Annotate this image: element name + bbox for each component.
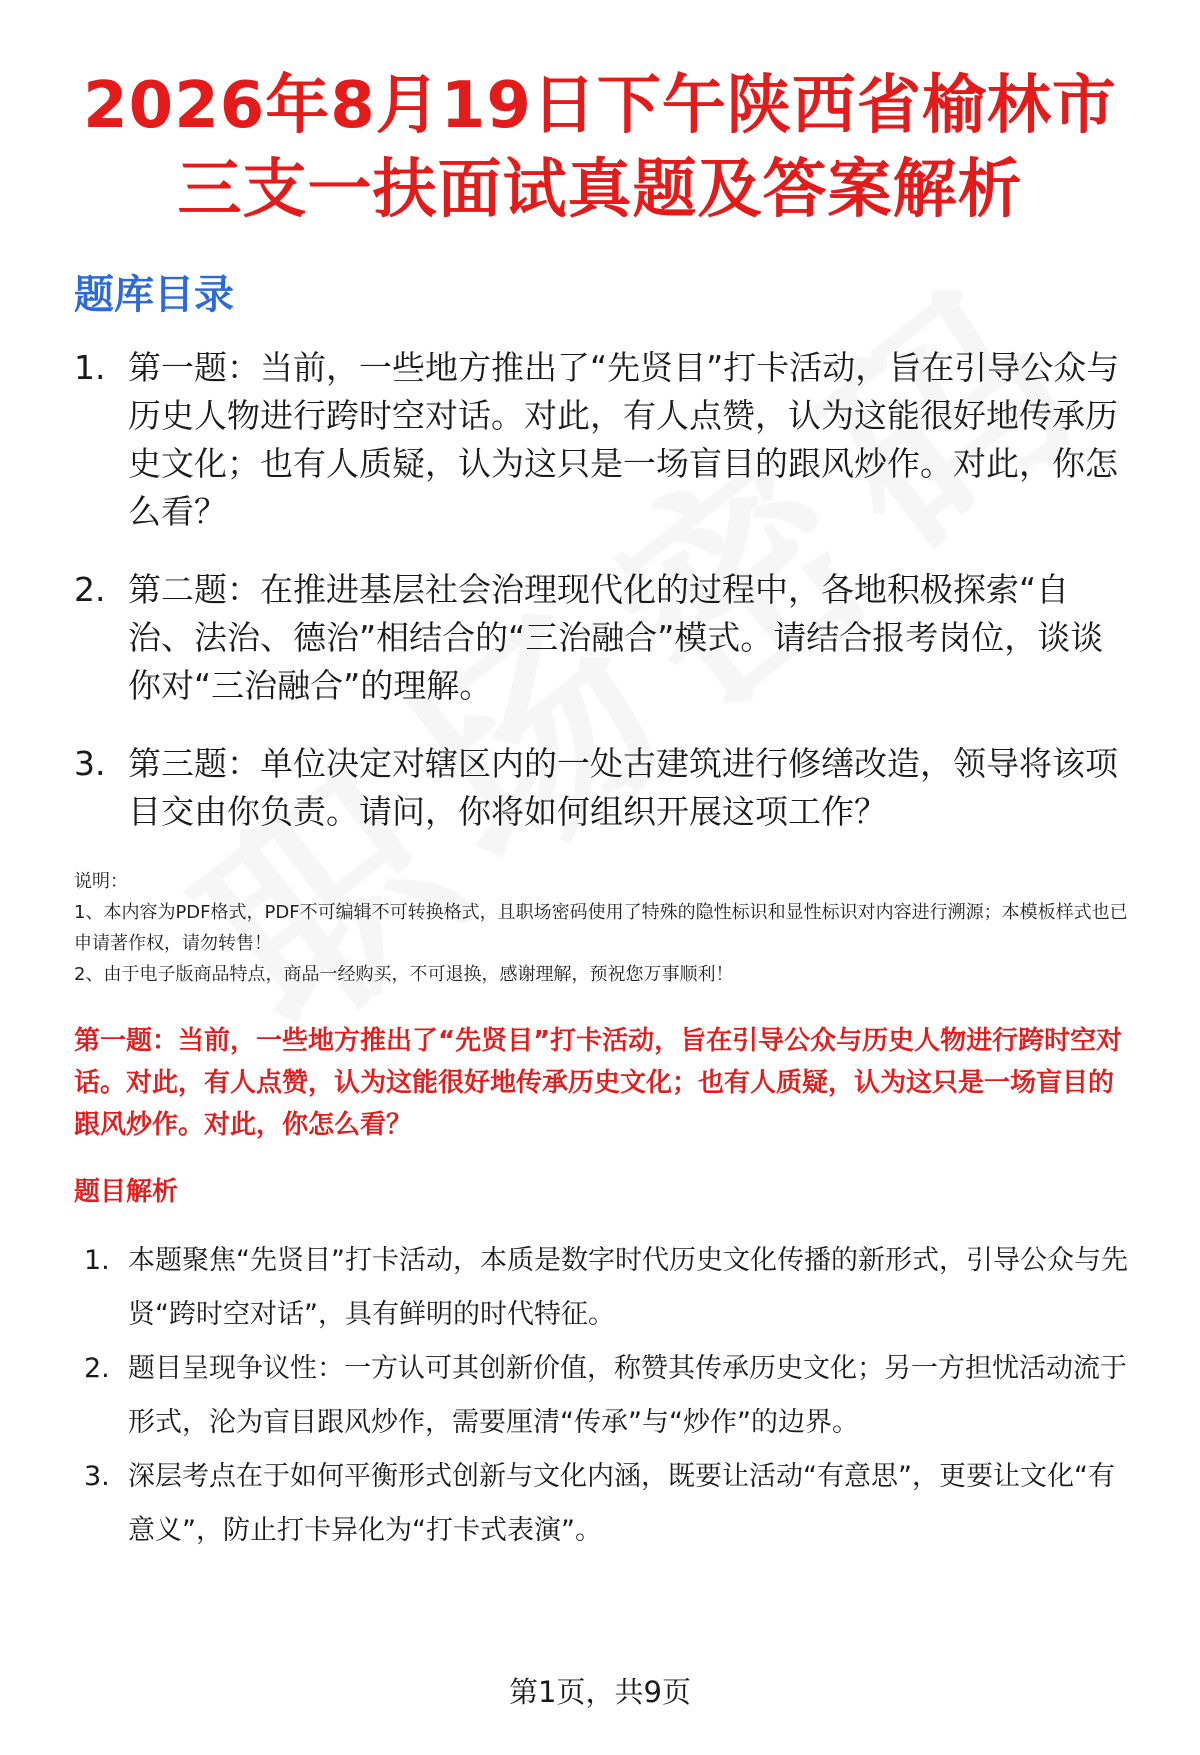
analysis-item-number: 3. bbox=[84, 1461, 110, 1492]
title-line-2: 三支一扶面试真题及答案解析 bbox=[177, 153, 1023, 227]
toc-item-number: 1. bbox=[74, 348, 106, 387]
toc-item-text: 第二题：在推进基层社会治理现代化的过程中，各地积极探索“自治、法治、德治”相结合的“三治融合”模式。请结合报考岗位，谈谈你对“三治融合”的理解。 bbox=[128, 570, 1104, 705]
toc-item[interactable] bbox=[70, 344, 1130, 536]
analysis-list bbox=[70, 1234, 1130, 1558]
analysis-item-text: 本题聚焦“先贤目”打卡活动，本质是数字时代历史文化传播的新形式，引导公众与先贤“跨时空对话”，具有鲜明的时代特征。 bbox=[128, 1245, 1128, 1330]
toc-list bbox=[70, 344, 1130, 836]
analysis-item bbox=[70, 1450, 1130, 1558]
toc-item[interactable] bbox=[70, 740, 1130, 836]
toc-heading: 题库目录 bbox=[74, 272, 234, 318]
notes-label: 说明： bbox=[74, 871, 128, 892]
notes-line-2: 2、由于电子版商品特点，商品一经购买，不可退换，感谢理解，预祝您万事顺利！ bbox=[74, 964, 734, 985]
toc-item-number: 2. bbox=[74, 570, 106, 609]
toc-item-number: 3. bbox=[74, 744, 106, 783]
page-title bbox=[70, 0, 1130, 232]
analysis-item-text: 题目呈现争议性：一方认可其创新价值，称赞其传承历史文化；另一方担忧活动流于形式，沦为盲目跟风炒作，需要厘清“传承”与“炒作”的边界。 bbox=[128, 1353, 1127, 1438]
toc-item-text: 第一题：当前，一些地方推出了“先贤目”打卡活动，旨在引导公众与历史人物进行跨时空对话。对此，有人点赞，认为这能很好地传承历史文化；也有人质疑，认为这只是一场盲目的跟风炒作。对此，你怎么看？ bbox=[128, 348, 1120, 531]
analysis-heading: 题目解析 bbox=[74, 1177, 179, 1207]
notes-line-1: 1、本内容为PDF格式，PDF不可编辑不可转换格式，且职场密码使用了特殊的隐性标识和显性标识对内容进行溯源；本模板样式也已申请著作权，请勿转售！ bbox=[74, 902, 1128, 954]
analysis-item bbox=[70, 1342, 1130, 1450]
notes bbox=[70, 866, 1130, 990]
question-1-heading: 第一题：当前，一些地方推出了“先贤目”打卡活动，旨在引导公众与历史人物进行跨时空对话。对此，有人点赞，认为这能很好地传承历史文化；也有人质疑，认为这只是一场盲目的跟风炒作。对此，你怎么看？ bbox=[74, 1026, 1123, 1140]
analysis-item-text: 深层考点在于如何平衡形式创新与文化内涵，既要让活动“有意思”，更要让文化“有意义”，防止打卡异化为“打卡式表演”。 bbox=[128, 1461, 1115, 1546]
analysis-item-number: 1. bbox=[84, 1245, 110, 1276]
toc-item-text: 第三题：单位决定对辖区内的一处古建筑进行修缮改造，领导将该项目交由你负责。请问，你将如何组织开展这项工作？ bbox=[128, 744, 1118, 831]
analysis-item-number: 2. bbox=[84, 1353, 110, 1384]
analysis-item bbox=[70, 1234, 1130, 1342]
title-line-1: 2026年8月19日下午陕西省榆林市 bbox=[83, 69, 1117, 143]
page-number: 第1页，共9页 bbox=[509, 1675, 691, 1709]
toc-item[interactable] bbox=[70, 566, 1130, 710]
